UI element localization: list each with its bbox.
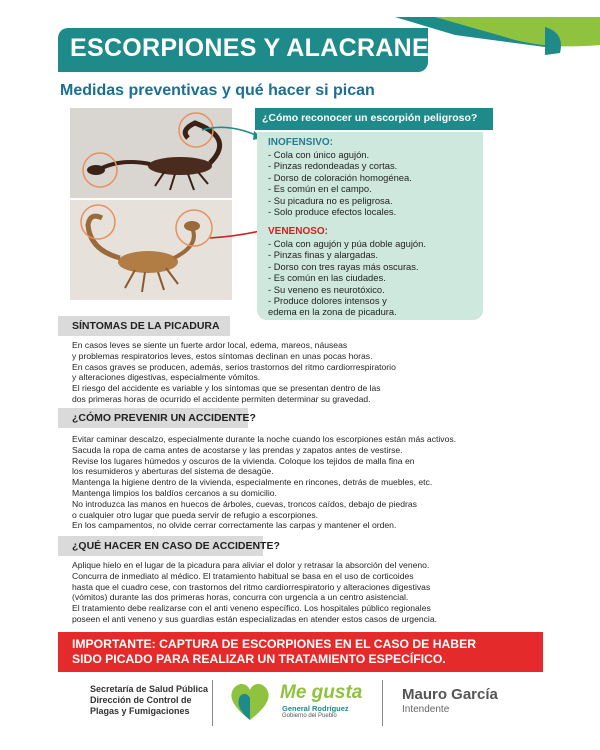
- department-line: Dirección de Control de: [90, 695, 192, 705]
- list-item: - Dorso con tres rayas más oscuras.: [268, 260, 419, 272]
- department-line: Plagas y Fumigaciones: [90, 706, 190, 716]
- text-line: Aplique hielo en el lugar de la picadura para aliviar el dolor y retrasar la absorción del veneno.: [72, 560, 430, 570]
- list-item: - Su picadura no es peligrosa.: [268, 194, 393, 206]
- harmless-list: [268, 149, 412, 217]
- text-line: No introduzca las manos en huecos de árboles, cuevas, troncos caídos, debajo de piedras: [72, 498, 417, 509]
- text-line: Evitar caminar descalzo, especialmente durante la noche cuando los escorpiones están más activos.: [72, 434, 457, 444]
- text-line: El tratamiento debe realizarse con el anti veneno específico. Los hospitales público regionales: [72, 603, 431, 614]
- page-subtitle: Medidas preventivas y qué hacer si pican: [60, 82, 375, 99]
- symptoms-text: [72, 340, 396, 405]
- identify-question: ¿Cómo reconocer un escorpión peligroso?: [262, 112, 478, 124]
- accident-text: [72, 560, 437, 625]
- text-line: y alteraciones digestivas, especialmente vómitos.: [72, 372, 261, 383]
- text-line: Mantenga la higiene dentro de la vivienda, especialmente en rincones, detrás de muebles, etc.: [72, 477, 433, 488]
- list-item: - Su veneno es neurotóxico.: [268, 283, 385, 295]
- list-item: - Solo produce efectos locales.: [268, 206, 397, 218]
- text-line: y problemas respiratorios leves, estos síntomas declinan en unas pocas horas.: [72, 350, 373, 361]
- heart-logo-icon: [228, 678, 272, 724]
- text-line: dos primeras horas de ocurrido el accidente permiten determinar su gravedad.: [72, 393, 371, 404]
- important-line: IMPORTANTE: CAPTURA DE ESCORPIONES EN EL CASO DE HABER: [72, 637, 477, 651]
- official-role: Intendente: [402, 704, 450, 715]
- harmless-title: INOFENSIVO:: [268, 137, 334, 148]
- text-line: Concurra de inmediato al médico. El tratamiento habitual se basa en el uso de corticoides: [72, 570, 414, 581]
- accident-heading: ¿QUÉ HACER EN CASO DE ACCIDENTE?: [72, 540, 280, 552]
- text-line: El riesgo del accidente es variable y los síntomas que se presentan dentro de las: [72, 383, 381, 394]
- logo-text: Me gusta: [280, 682, 363, 703]
- list-item: - Cola con único agujón.: [268, 149, 370, 160]
- text-line: (vómitos) durante las dos primeras horas, concurra con urgencia a un centro asistencial.: [72, 592, 409, 603]
- important-text: [72, 637, 476, 667]
- text-line: o cualquier otro lugar que pueda servir de refugio a escorpiones.: [72, 509, 319, 520]
- prevention-text: [72, 434, 456, 531]
- department-block: [90, 684, 208, 717]
- list-item: - Produce dolores intensos y: [268, 295, 387, 307]
- list-item: edema en la zona de picadura.: [268, 306, 397, 318]
- logo-tagline: Gobierno del Pueblo: [282, 713, 337, 719]
- department-line: Secretaría de Salud Pública: [90, 684, 209, 694]
- text-line: En los campamentos, no olvide cerrar correctamente las carpas y mantener el orden.: [72, 520, 397, 531]
- text-line: hasta que el cuadro cese, con trastornos del ritmo cardiorrespiratorio y alteraciones digestivas: [72, 581, 431, 592]
- list-item: - Dorso de coloración homogénea.: [268, 171, 412, 183]
- symptoms-heading: SÍNTOMAS DE LA PICADURA: [72, 320, 220, 332]
- prevention-heading: ¿CÓMO PREVENIR UN ACCIDENTE?: [72, 412, 256, 424]
- list-item: - Cola con agujón y púa doble agujón.: [268, 238, 426, 249]
- list-item: - Pinzas finas y alargadas.: [268, 249, 378, 261]
- list-item: - Es común en las ciudades.: [268, 272, 386, 284]
- venomous-list: [268, 238, 426, 318]
- important-line: SIDO PICADO PARA REALIZAR UN TRATAMIENTO ESPECÍFICO.: [72, 652, 446, 666]
- text-line: poseen el anti veneno y sus guardias están especializadas en atender estos casos de urgencia.: [72, 613, 437, 624]
- text-line: En casos leves se siente un fuerte ardor local, edema, mareos, náuseas: [72, 340, 348, 350]
- list-item: - Es común en el campo.: [268, 183, 372, 195]
- logo-subtext: General Rodríguez: [282, 704, 349, 713]
- text-line: los resumideros y aberturas del sistema de desagüe.: [72, 466, 274, 477]
- page-title: ESCORPIONES Y ALACRANES: [70, 34, 446, 62]
- venomous-title: VENENOSO:: [268, 226, 329, 237]
- official-name: Mauro García: [402, 686, 498, 703]
- footer-divider: [382, 680, 383, 726]
- text-line: En casos graves se producen, además, serios trastornos del ritmo cardiorrespiratorio: [72, 361, 396, 372]
- text-line: Sacuda la ropa de cama antes de acostarse y las prendas y zapatos antes de vestirse.: [72, 444, 403, 455]
- text-line: Revise los lugares húmedos y oscuros de la vivienda. Coloque los tejidos de malla fina en: [72, 455, 415, 466]
- footer-divider: [212, 680, 213, 726]
- text-line: Mantenga limpios los baldíos cercanos a su domicilio.: [72, 487, 277, 498]
- list-item: - Pinzas redondeadas y cortas.: [268, 160, 398, 172]
